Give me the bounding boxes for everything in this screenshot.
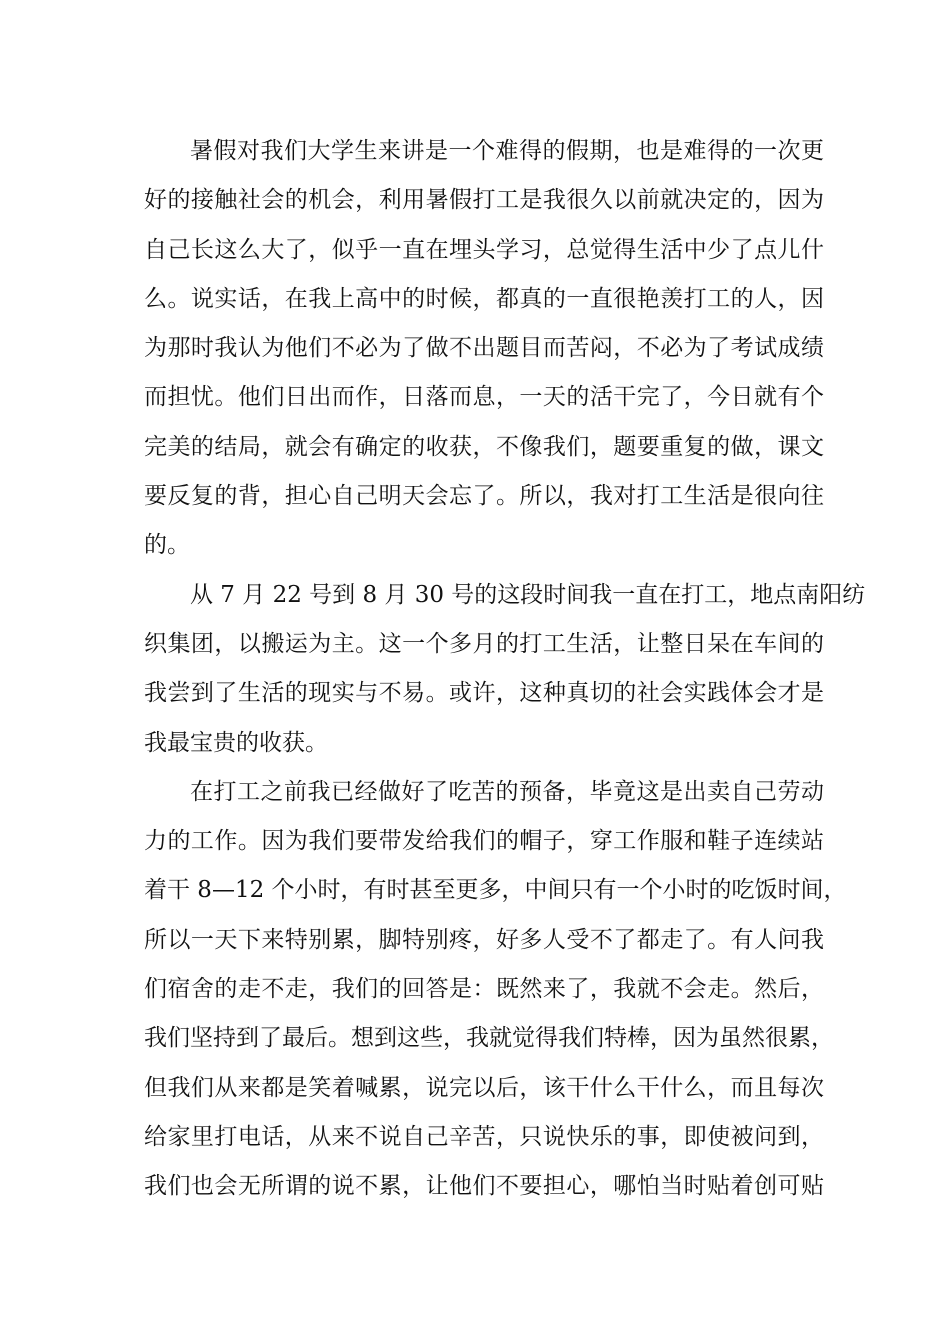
text-line: 织集团，以搬运为主。这一个多月的打工生活，让整日呆在车间的 bbox=[144, 630, 824, 657]
text-line: 完美的结局，就会有确定的收获，不像我们，题要重复的做，课文 bbox=[144, 433, 824, 460]
text-line: 暑假对我们大学生来讲是一个难得的假期，也是难得的一次更 bbox=[190, 138, 824, 164]
text-line: 给家里打电话，从来不说自己辛苦，只说快乐的事，即使被问到， bbox=[144, 1123, 824, 1150]
text-line: 着干 8—12 个小时，有时甚至更多，中间只有一个小时的吃饭时间， bbox=[144, 877, 847, 904]
text-line: 我们坚持到了最后。想到这些，我就觉得我们特棒，因为虽然很累， bbox=[144, 1025, 834, 1052]
text-line: 我最宝贵的收获。 bbox=[144, 729, 328, 756]
text-line: 但我们从来都是笑着喊累，说完以后，该干什么干什么，而且每次 bbox=[144, 1074, 824, 1101]
text-line: 好的接触社会的机会，利用暑假打工是我很久以前就决定的，因为 bbox=[144, 187, 824, 214]
text-line: 自己长这么大了，似乎一直在埋头学习，总觉得生活中少了点儿什 bbox=[144, 236, 824, 263]
text-line: 们宿舍的走不走，我们的回答是：既然来了，我就不会走。然后， bbox=[144, 976, 824, 1003]
text-line: 的。 bbox=[144, 532, 190, 559]
paragraph-work-period bbox=[144, 571, 866, 768]
paragraph-hardship bbox=[144, 768, 847, 1212]
text-line: 我们也会无所谓的说不累，让他们不要担心，哪怕当时贴着创可贴 bbox=[144, 1173, 824, 1200]
text-line: 为那时我认为他们不必为了做不出题目而苦闷，不必为了考试成绩 bbox=[144, 335, 824, 362]
text-line: 在打工之前我已经做好了吃苦的预备，毕竟这是出卖自己劳动 bbox=[190, 778, 824, 805]
text-line: 要反复的背，担心自己明天会忘了。所以，我对打工生活是很向往 bbox=[144, 483, 824, 510]
text-line: 我尝到了生活的现实与不易。或许，这种真切的社会实践体会才是 bbox=[144, 680, 824, 707]
text-line: 么。说实话，在我上高中的时候，都真的一直很艳羡打工的人，因 bbox=[144, 285, 824, 312]
text-line: 所以一天下来特别累，脚特别疼，好多人受不了都走了。有人问我 bbox=[144, 926, 824, 953]
text-line: 从 7 月 22 号到 8 月 30 号的这段时间我一直在打工，地点南阳纺 bbox=[190, 581, 866, 608]
text-line: 而担忧。他们日出而作，日落而息，一天的活干完了，今日就有个 bbox=[144, 384, 824, 411]
text-line: 力的工作。因为我们要带发给我们的帽子，穿工作服和鞋子连续站 bbox=[144, 828, 824, 855]
paragraph-summer-job-intro bbox=[144, 127, 824, 571]
document-body bbox=[144, 127, 866, 1212]
